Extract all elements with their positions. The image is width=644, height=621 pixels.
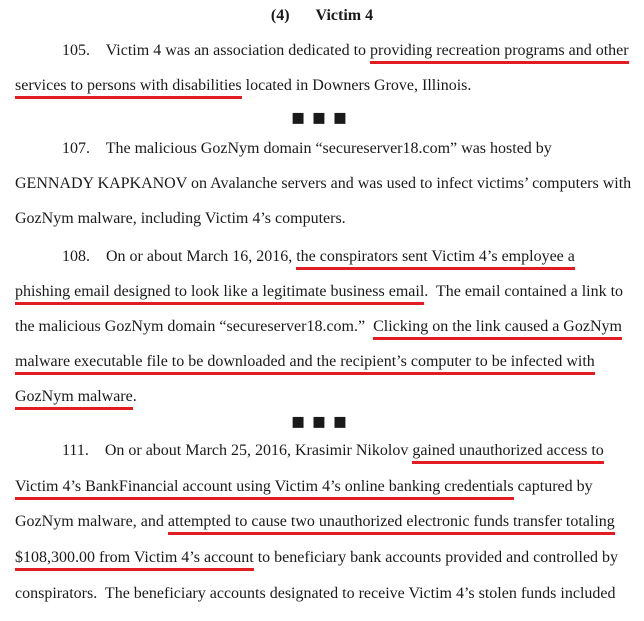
p111-line-4 (15, 548, 644, 568)
highlight-underline: malware executable file to be downloaded and the recipient’s computer to be infected with (15, 353, 595, 375)
p107-line-3 (15, 209, 644, 229)
p107-line-2 (15, 174, 644, 194)
section-title: Victim 4 (315, 7, 374, 24)
p107-text: 107. The malicious GozNym domain “secureserver18.com” was hosted by (62, 140, 552, 157)
section-heading (0, 6, 644, 26)
p111-text: GozNym malware, and (15, 513, 168, 530)
highlight-underline: Victim 4’s BankFinancial account using Victim 4’s online banking credentials (15, 478, 514, 500)
p108-text: . (132, 388, 137, 405)
p111-line-5 (15, 584, 644, 604)
highlight-underline: $108,300.00 from Victim 4’s account (15, 549, 254, 571)
p108-text: 108. On or about March 16, 2016, (62, 248, 297, 265)
omission-separator: ▪▪▪ (290, 105, 354, 130)
p108-line-2 (15, 282, 644, 302)
highlight-underline: services to persons with disabilities (15, 77, 242, 99)
highlight-underline: gained unauthorized access to (412, 442, 603, 464)
p108-line-5 (15, 387, 644, 407)
p108-line-1 (62, 247, 644, 267)
p111-text: to beneficiary bank accounts provided and controlled by (253, 549, 619, 566)
p105-text: 105. Victim 4 was an association dedicated to (62, 42, 371, 59)
highlight-underline: Clicking on the link caused a GozNym (373, 318, 622, 340)
p105-text: located in Downers Grove, Illinois. (241, 77, 472, 94)
p111-line-3 (15, 512, 644, 532)
section-number: (4) (270, 7, 290, 24)
p107-text: GENNADY KAPKANOV on Avalanche servers and was used to infect victims’ computers with (15, 175, 632, 192)
p111-text: captured by (513, 478, 593, 495)
p108-line-3 (15, 317, 644, 337)
p105-line-1 (62, 41, 644, 61)
p108-line-4 (15, 352, 644, 372)
highlight-underline: the conspirators sent Victim 4’s employee a (296, 248, 575, 270)
highlight-underline: phishing email designed to look like a legitimate business email (15, 283, 424, 305)
p111-line-2 (15, 477, 644, 497)
p111-line-1 (62, 441, 644, 461)
highlight-underline: GozNym malware (15, 388, 133, 410)
p108-text: the malicious GozNym domain “secureserver18.com.” (15, 318, 374, 335)
p111-text: conspirators. The beneficiary accounts designated to receive Victim 4’s stolen funds included (15, 585, 616, 602)
highlight-underline: providing recreation programs and other (370, 42, 629, 64)
p107-text: GozNym malware, including Victim 4’s computers. (15, 210, 346, 227)
p105-line-2 (15, 76, 644, 96)
p111-text: 111. On or about March 25, 2016, Krasimir Nikolov (62, 442, 413, 459)
p108-text: . The email contained a link to (424, 283, 624, 300)
highlight-underline: attempted to cause two unauthorized electronic funds transfer totaling (168, 513, 615, 535)
omission-separator: ▪▪▪ (290, 409, 354, 434)
p107-line-1 (62, 139, 644, 159)
